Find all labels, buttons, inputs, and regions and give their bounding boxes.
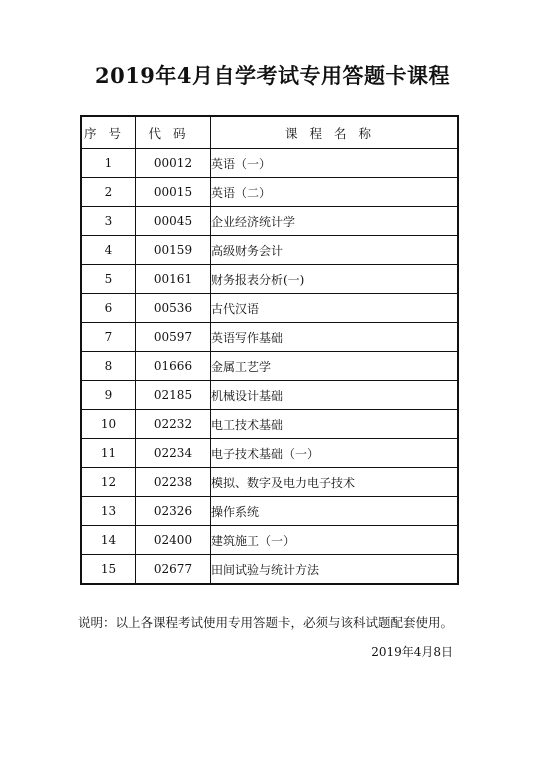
- page-title: 2019年4月自学考试专用答题卡课程: [94, 63, 451, 88]
- table-row: [81, 265, 458, 294]
- row-number: 5: [81, 265, 136, 294]
- course-name: 金属工艺学: [211, 352, 459, 381]
- row-number: 7: [81, 323, 136, 352]
- course-code: 02238: [136, 468, 211, 497]
- course-name: 模拟、数字及电力电子技术: [211, 468, 459, 497]
- course-name: 高级财务会计: [211, 236, 459, 265]
- table-row: [81, 236, 458, 265]
- row-number: 9: [81, 381, 136, 410]
- table-row: [81, 352, 458, 381]
- course-code: 00161: [136, 265, 211, 294]
- table-row: [81, 323, 458, 352]
- course-name: 田间试验与统计方法: [211, 555, 459, 585]
- note-text: 说明：以上各课程考试使用专用答题卡，必须与该科试题配套使用。: [78, 615, 454, 630]
- column-header-name: 课程名称: [211, 116, 459, 149]
- row-number: 12: [81, 468, 136, 497]
- row-number: 14: [81, 526, 136, 555]
- table-row: [81, 410, 458, 439]
- course-code: 02234: [136, 439, 211, 468]
- table-row: [81, 497, 458, 526]
- row-number: 1: [81, 149, 136, 178]
- table-row: [81, 439, 458, 468]
- table-row: [81, 149, 458, 178]
- course-code: 00597: [136, 323, 211, 352]
- row-number: 10: [81, 410, 136, 439]
- course-name: 机械设计基础: [211, 381, 459, 410]
- course-code: 00159: [136, 236, 211, 265]
- row-number: 15: [81, 555, 136, 585]
- course-name: 电工技术基础: [211, 410, 459, 439]
- row-number: 11: [81, 439, 136, 468]
- course-code: 02232: [136, 410, 211, 439]
- row-number: 4: [81, 236, 136, 265]
- row-number: 3: [81, 207, 136, 236]
- row-number: 8: [81, 352, 136, 381]
- course-code: 02185: [136, 381, 211, 410]
- course-name: 企业经济统计学: [211, 207, 459, 236]
- course-name: 财务报表分析(一): [211, 265, 459, 294]
- course-name: 建筑施工（一）: [211, 526, 459, 555]
- course-code: 02677: [136, 555, 211, 585]
- course-code: 02400: [136, 526, 211, 555]
- course-name: 电子技术基础（一）: [211, 439, 459, 468]
- row-number: 6: [81, 294, 136, 323]
- column-header-no: 序号: [81, 116, 136, 149]
- course-code: 00536: [136, 294, 211, 323]
- course-name: 操作系统: [211, 497, 459, 526]
- table-row: [81, 178, 458, 207]
- table-row: [81, 294, 458, 323]
- course-code: 00045: [136, 207, 211, 236]
- row-number: 13: [81, 497, 136, 526]
- course-name: 英语（二）: [211, 178, 459, 207]
- issue-date: 2019年4月8日: [371, 645, 453, 659]
- table-body: [81, 149, 458, 585]
- table-header-row: [81, 116, 458, 149]
- column-header-code: 代码: [136, 116, 211, 149]
- table-row: [81, 381, 458, 410]
- course-name: 英语（一）: [211, 149, 459, 178]
- course-code: 02326: [136, 497, 211, 526]
- row-number: 2: [81, 178, 136, 207]
- table-row: [81, 526, 458, 555]
- table-row: [81, 555, 458, 585]
- course-code: 00015: [136, 178, 211, 207]
- course-code: 00012: [136, 149, 211, 178]
- course-name: 英语写作基础: [211, 323, 459, 352]
- course-name: 古代汉语: [211, 294, 459, 323]
- table-row: [81, 207, 458, 236]
- course-table: [80, 115, 459, 585]
- course-code: 01666: [136, 352, 211, 381]
- table-row: [81, 468, 458, 497]
